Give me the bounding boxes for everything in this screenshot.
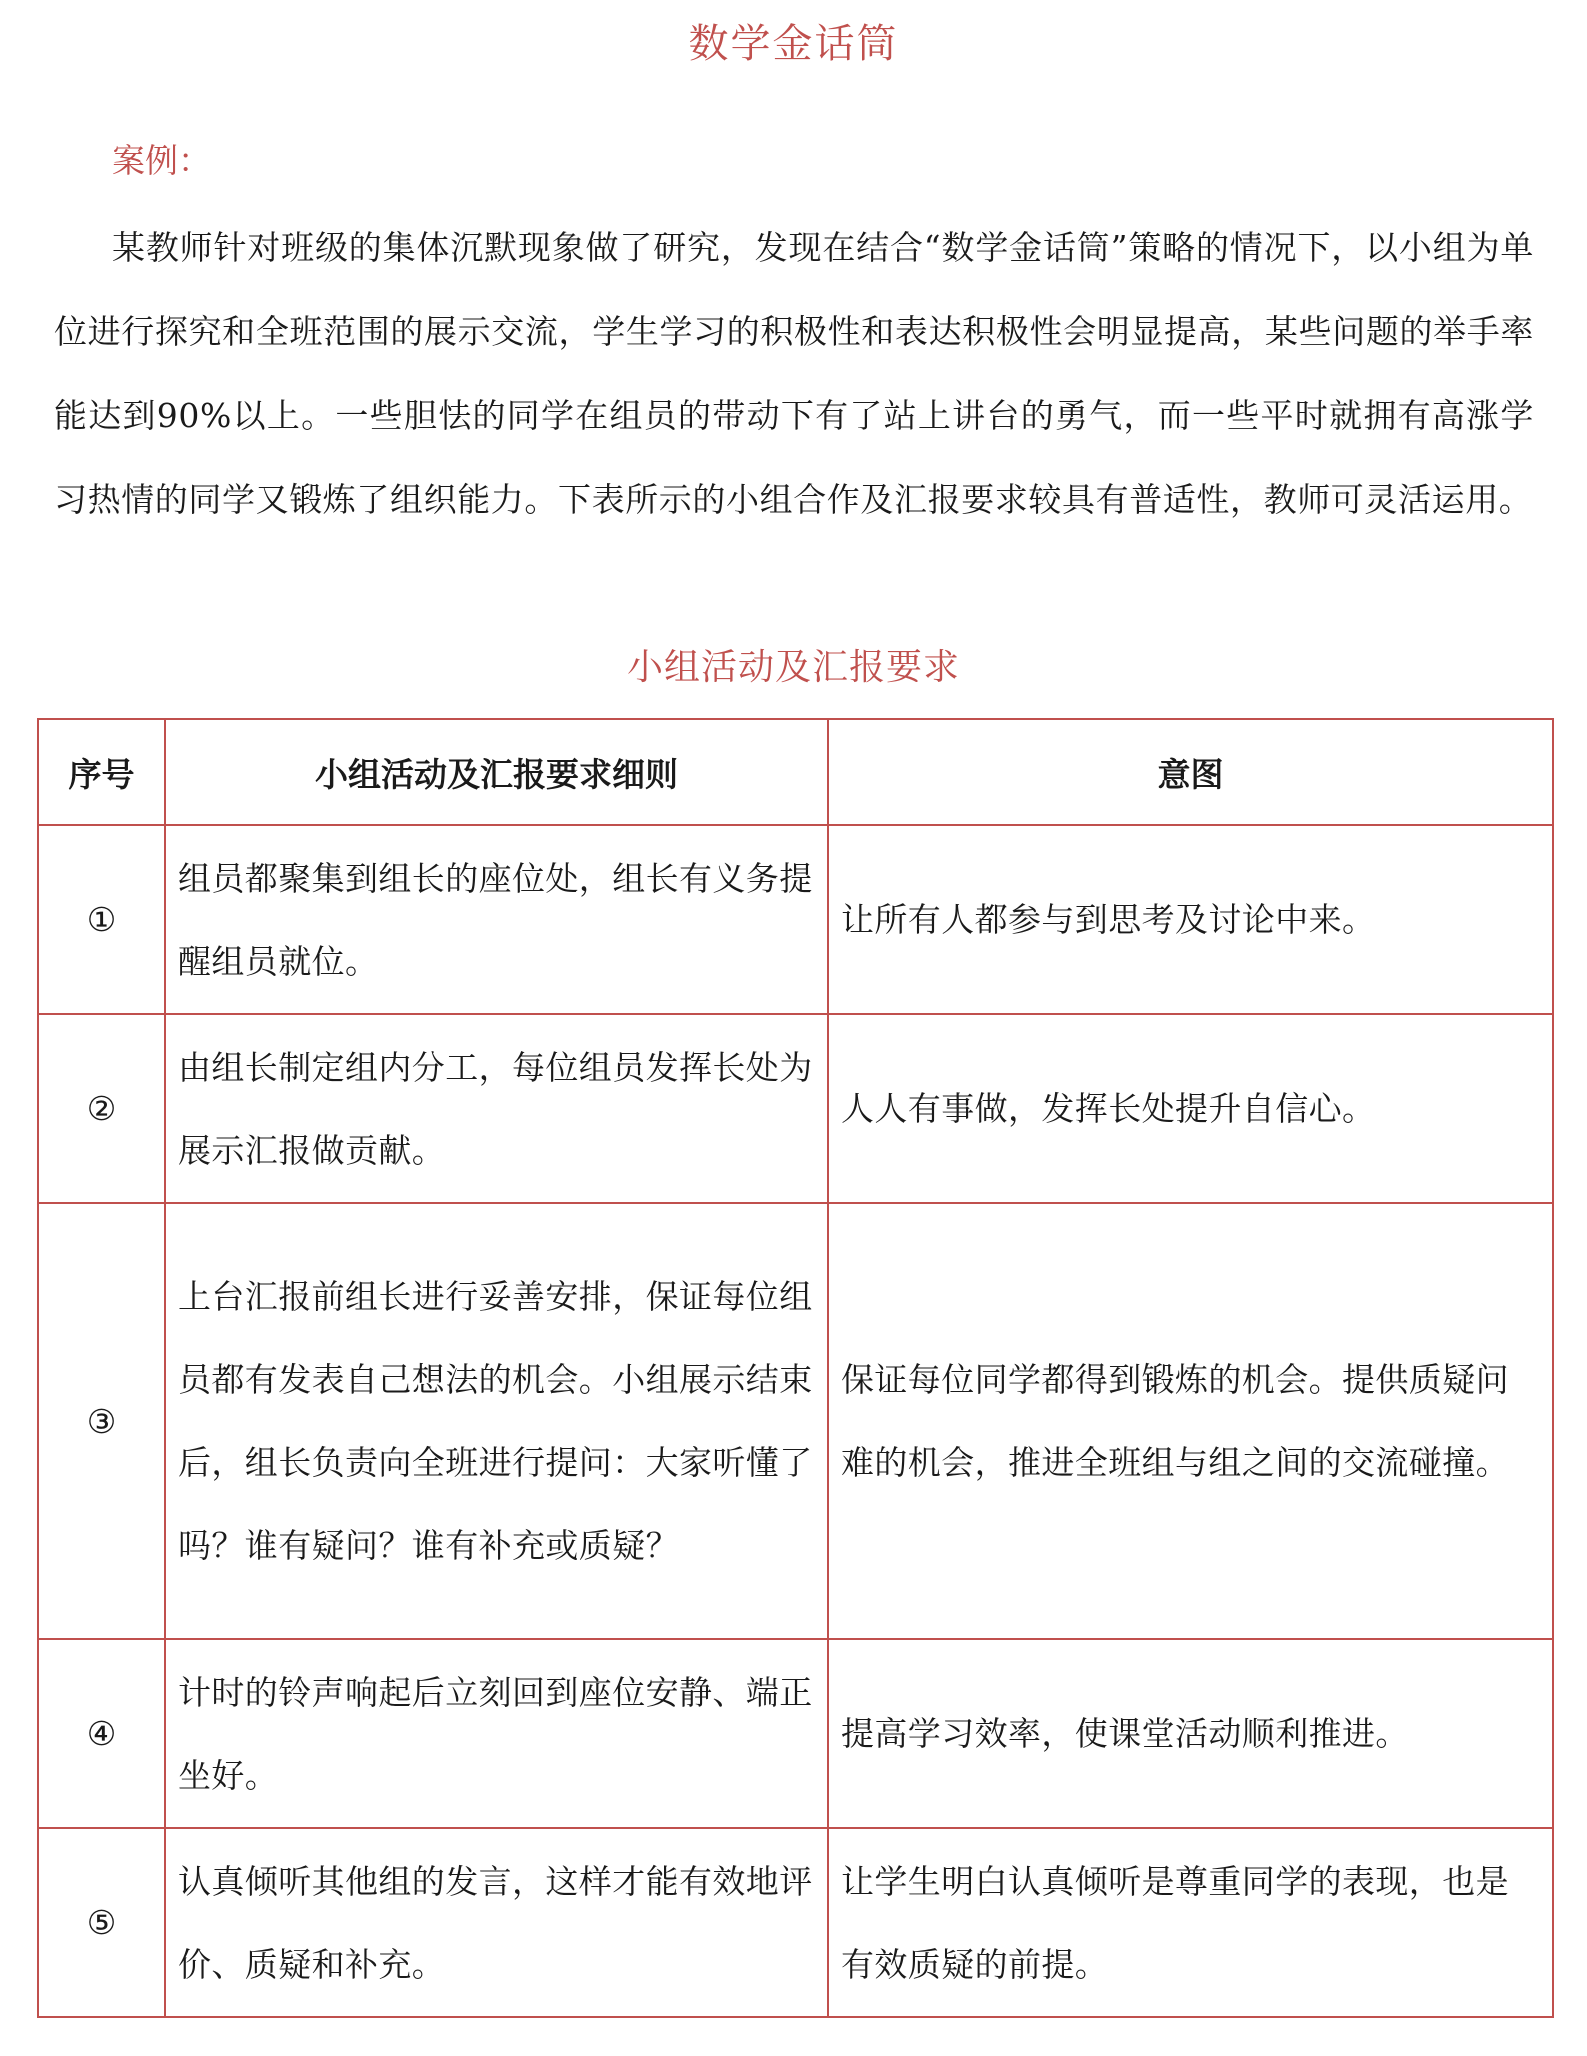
row-number: ④ <box>38 1639 165 1828</box>
row-number: ⑤ <box>38 1828 165 2017</box>
header-number: 序号 <box>38 719 165 825</box>
row-rule: 组员都聚集到组长的座位处，组长有义务提醒组员就位。 <box>165 825 828 1014</box>
table-row <box>38 1828 1553 2017</box>
table-row <box>38 1014 1553 1203</box>
row-intent: 人人有事做，发挥长处提升自信心。 <box>828 1014 1553 1203</box>
header-intent: 意图 <box>828 719 1553 825</box>
row-intent: 让所有人都参与到思考及讨论中来。 <box>828 825 1553 1014</box>
row-intent: 提高学习效率，使课堂活动顺利推进。 <box>828 1639 1553 1828</box>
table-title: 小组活动及汇报要求 <box>626 647 960 688</box>
case-label: 案例： <box>112 141 211 180</box>
row-rule: 计时的铃声响起后立刻回到座位安静、端正坐好。 <box>165 1639 828 1828</box>
table-row <box>38 1203 1553 1639</box>
requirements-table <box>37 718 1554 2018</box>
header-rules: 小组活动及汇报要求细则 <box>165 719 828 825</box>
table-row <box>38 1639 1553 1828</box>
row-intent: 让学生明白认真倾听是尊重同学的表现，也是有效质疑的前提。 <box>828 1828 1553 2017</box>
row-number: ② <box>38 1014 165 1203</box>
row-rule: 由组长制定组内分工，每位组员发挥长处为展示汇报做贡献。 <box>165 1014 828 1203</box>
row-intent: 保证每位同学都得到锻炼的机会。提供质疑问难的机会，推进全班组与组之间的交流碰撞。 <box>828 1203 1553 1639</box>
row-number: ③ <box>38 1203 165 1639</box>
row-rule: 上台汇报前组长进行妥善安排，保证每位组员都有发表自己想法的机会。小组展示结束后，组长负责向全班进行提问：大家听懂了吗？谁有疑问？谁有补充或质疑？ <box>165 1203 828 1639</box>
table-header-row <box>38 719 1553 825</box>
row-rule: 认真倾听其他组的发言，这样才能有效地评价、质疑和补充。 <box>165 1828 828 2017</box>
case-paragraph: 某教师针对班级的集体沉默现象做了研究，发现在结合“数学金话筒”策略的情况下，以小组为单位进行探究和全班范围的展示交流，学生学习的积极性和表达积极性会明显提高，某些问题的举手率能达到90%以上。一些胆怯的同学在组员的带动下有了站上讲台的勇气，而一些平时就拥有高涨学习热情的同学又锻炼了组织能力。下表所示的小组合作及汇报要求较具有普适性，教师可灵活运用。 <box>54 228 1534 519</box>
table-row <box>38 825 1553 1014</box>
row-number: ① <box>38 825 165 1014</box>
document-title: 数学金话筒 <box>688 21 899 67</box>
